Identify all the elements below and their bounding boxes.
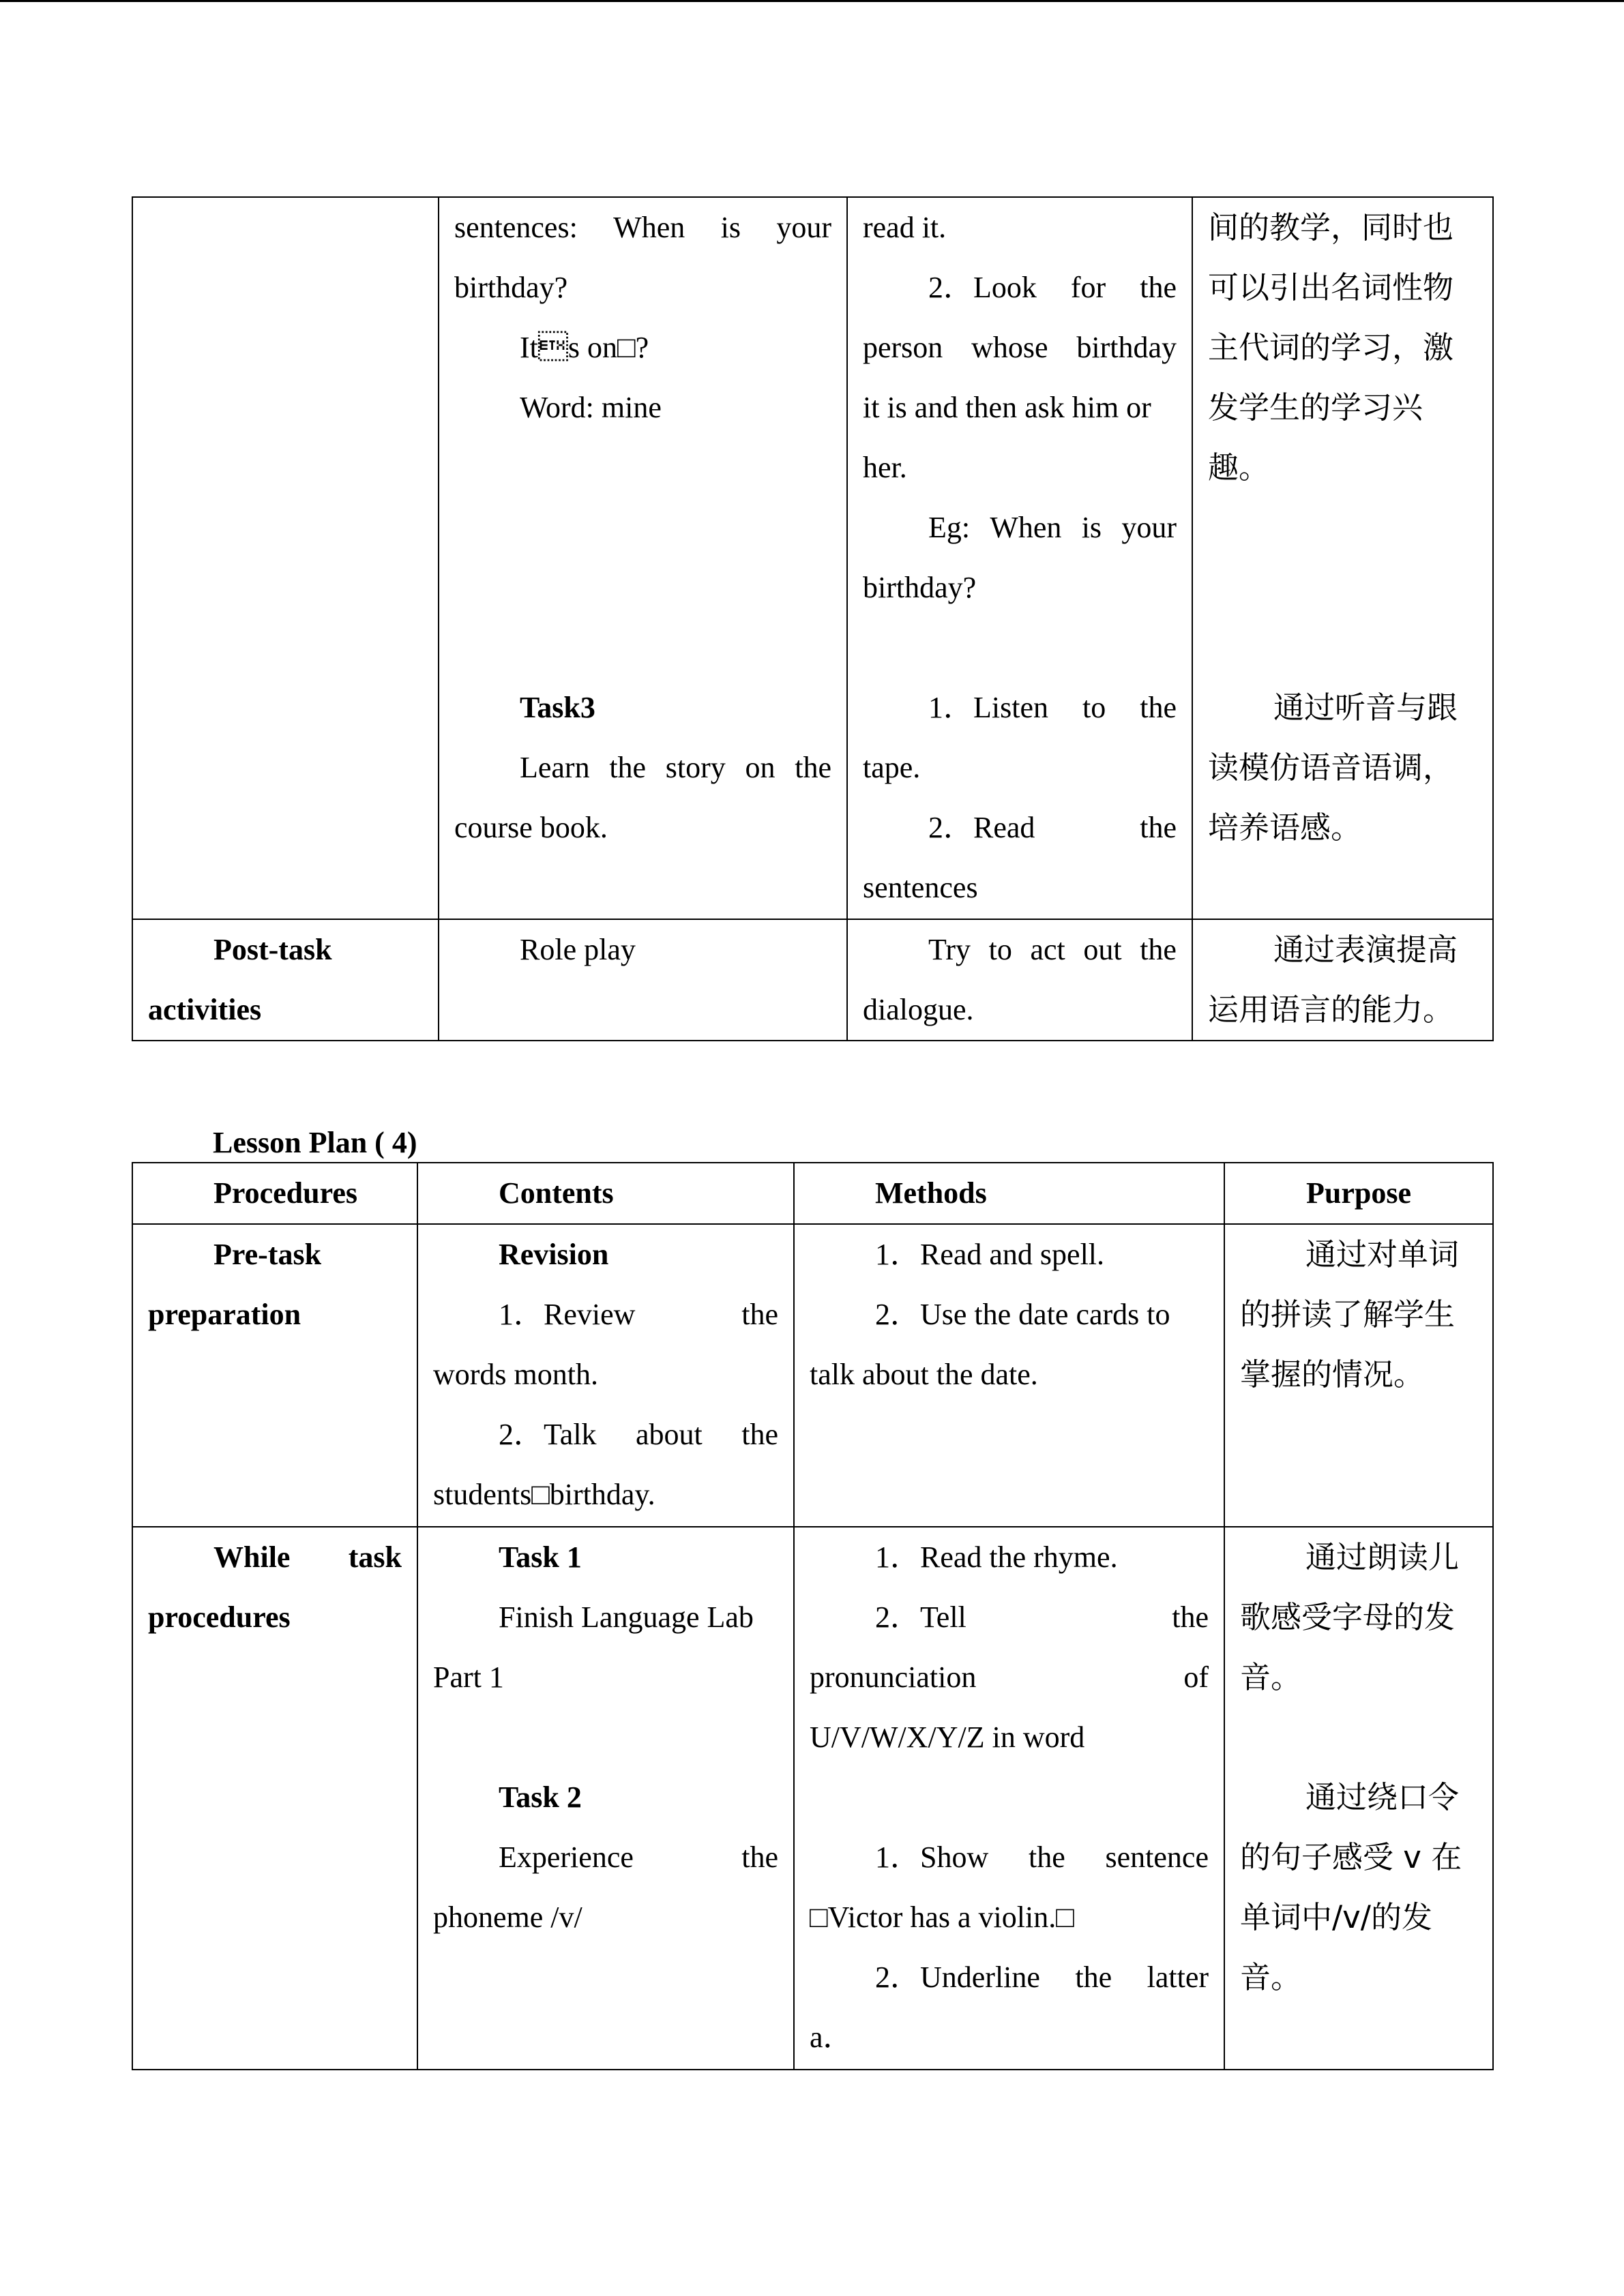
text-line: Learn the story on the <box>520 751 831 784</box>
methods-cell <box>847 197 1192 919</box>
text-line: activities <box>148 993 262 1026</box>
text-line: 2．Talk about the <box>499 1418 778 1451</box>
methods-cell <box>794 1527 1224 2070</box>
text-line: 1．Read the rhyme. <box>875 1540 1118 1574</box>
text-line: 通过绕口令 <box>1305 1779 1460 1815</box>
table-row <box>132 197 1493 919</box>
text-line: 可以引出名词性物 <box>1208 269 1454 305</box>
table-row <box>132 1527 1493 2070</box>
table-row <box>132 919 1493 1041</box>
text-line: words month. <box>433 1358 598 1391</box>
text-line: 趣。 <box>1208 449 1270 486</box>
text-line: sentences: When is your <box>454 211 831 244</box>
text-line: 2．Read the <box>928 811 1177 844</box>
purpose-cell <box>1192 919 1493 1041</box>
text-line: birthday? <box>863 571 977 604</box>
text-line: 的拼读了解学生 <box>1240 1296 1456 1332</box>
text-line: 2．Tell the <box>875 1600 1209 1634</box>
text-line: phoneme /v/ <box>433 1900 582 1934</box>
text-line: person whose birthday <box>863 331 1177 364</box>
header-procedures: Procedures <box>132 1163 417 1224</box>
text-line: Its on□? <box>520 331 649 364</box>
contents-cell <box>439 919 847 1041</box>
text-line: 培养语感。 <box>1208 809 1362 846</box>
text-line: 单词中/v/的发 <box>1240 1899 1432 1935</box>
text-line: pronunciation of <box>810 1660 1209 1694</box>
procedure-cell-empty <box>132 197 439 919</box>
text-line: 通过听音与跟 <box>1273 689 1458 726</box>
text-line: preparation <box>148 1298 301 1331</box>
text-line: Pre-task <box>213 1238 322 1271</box>
text-line: Experience the <box>499 1840 778 1874</box>
table-header-row <box>132 1163 1493 1224</box>
text-line: 通过对单词 <box>1305 1236 1460 1272</box>
text-line: Word: mine <box>520 391 662 424</box>
table-row <box>132 1224 1493 1527</box>
text-line: Try to act out the <box>928 933 1177 966</box>
text-line: 1．Listen to the <box>928 691 1177 724</box>
text-line: dialogue. <box>863 993 974 1026</box>
procedure-cell <box>132 919 439 1041</box>
page-top-border <box>0 0 1624 2</box>
header-contents: Contents <box>417 1163 794 1224</box>
methods-cell <box>847 919 1192 1041</box>
contents-cell <box>439 197 847 919</box>
text-line: U/V/W/X/Y/Z in word <box>810 1720 1085 1754</box>
text-line: 2．Use the date cards to <box>875 1298 1170 1331</box>
text-line: 1．Show the sentence <box>875 1840 1209 1874</box>
methods-cell <box>794 1224 1224 1527</box>
procedure-cell <box>132 1224 417 1527</box>
text-line: 1．Review the <box>499 1298 778 1331</box>
text-line: Eg: When is your <box>928 511 1177 544</box>
task-title: Task3 <box>520 691 595 724</box>
text-line: While task <box>213 1540 402 1574</box>
header-purpose: Purpose <box>1224 1163 1493 1224</box>
text-line: talk about the date. <box>810 1358 1038 1391</box>
text-line: Post-task <box>213 933 332 966</box>
contents-cell <box>417 1224 794 1527</box>
text-line: students□birthday. <box>433 1478 655 1511</box>
lesson-plan-title: Lesson Plan ( 4) <box>213 1126 417 1159</box>
text-line: procedures <box>148 1600 291 1634</box>
text-line: 2．Look for the <box>928 271 1177 304</box>
procedure-cell <box>132 1527 417 2070</box>
text-line: 通过表演提高 <box>1273 931 1458 968</box>
text-line: it is and then ask him or <box>863 391 1151 424</box>
text-line: 歌感受字母的发 <box>1240 1599 1456 1635</box>
text-line: 运用语言的能力。 <box>1208 992 1454 1028</box>
text-line: read it. <box>863 211 947 244</box>
text-line: 音。 <box>1240 1659 1302 1695</box>
text-line: 读模仿语音语调， <box>1208 749 1454 786</box>
text-line: tape. <box>863 751 921 784</box>
purpose-cell <box>1224 1527 1493 2070</box>
text-line: □Victor has a violin.□ <box>810 1900 1074 1934</box>
text-line: course book. <box>454 811 608 844</box>
purpose-cell <box>1192 197 1493 919</box>
task-title: Task 2 <box>499 1780 582 1814</box>
text-line: 间的教学，同时也 <box>1208 209 1454 245</box>
lesson-table-continued <box>132 196 1494 1041</box>
text-line: a． <box>810 2021 853 2054</box>
task-title: Task 1 <box>499 1540 582 1574</box>
contents-cell <box>417 1527 794 2070</box>
text-line: 2．Underline the latter <box>875 1960 1209 1994</box>
text-line: 音。 <box>1240 1959 1302 1995</box>
text-line: 1．Read and spell. <box>875 1238 1105 1271</box>
text-line: birthday? <box>454 271 568 304</box>
text-line: sentences <box>863 871 978 904</box>
text-line: 发学生的学习兴 <box>1208 389 1423 426</box>
text-line: Revision <box>499 1238 609 1271</box>
text-line: Part 1 <box>433 1660 504 1694</box>
text-line: 掌握的情况。 <box>1240 1356 1425 1392</box>
text-line: Finish Language Lab <box>499 1600 754 1634</box>
text-line: 主代词的学习，激 <box>1208 329 1454 366</box>
header-methods: Methods <box>794 1163 1224 1224</box>
text-line: 的句子感受 v 在 <box>1240 1839 1462 1875</box>
text-line: 通过朗读儿 <box>1305 1539 1460 1575</box>
text-line: Role play <box>520 933 636 966</box>
lesson-plan-table <box>132 1162 1494 2070</box>
purpose-cell <box>1224 1224 1493 1527</box>
text-line: her. <box>863 451 907 484</box>
